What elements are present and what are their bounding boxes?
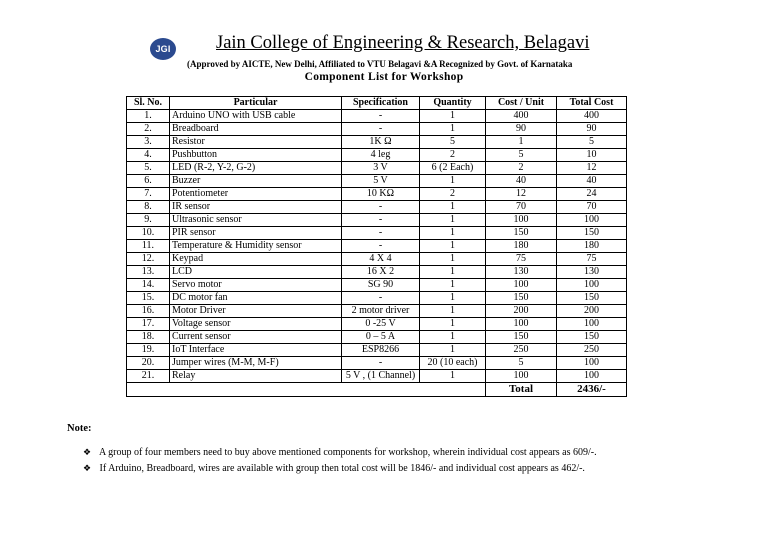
total-cost-cell: 150 <box>557 292 627 305</box>
specification-cell: 2 motor driver <box>342 305 420 318</box>
specification-cell: 5 V <box>342 175 420 188</box>
cost-unit-cell: 130 <box>486 266 557 279</box>
particular-cell: Jumper wires (M-M, M-F) <box>170 357 342 370</box>
quantity-cell: 1 <box>420 110 486 123</box>
total-cost-cell: 400 <box>557 110 627 123</box>
specification-cell: 0 – 5 A <box>342 331 420 344</box>
table-row <box>127 188 627 201</box>
note-text: A group of four members need to buy above mentioned components for workshop, wherein individual cost appears as 609/-. <box>98 447 597 458</box>
particular-cell: PIR sensor <box>170 227 342 240</box>
cost-unit-cell: 5 <box>486 149 557 162</box>
table-row <box>127 331 627 344</box>
table-row <box>127 266 627 279</box>
sl-no-cell: 16. <box>127 305 170 318</box>
particular-cell: Temperature & Humidity sensor <box>170 240 342 253</box>
total-cost-cell: 150 <box>557 227 627 240</box>
particular-cell: Buzzer <box>170 175 342 188</box>
table-row <box>127 318 627 331</box>
particular-cell: LED (R-2, Y-2, G-2) <box>170 162 342 175</box>
note-text: If Arduino, Breadboard, wires are available with group then total cost will be 1846/- and individual cost appears as 462/-. <box>99 463 585 474</box>
cost-unit-cell: 40 <box>486 175 557 188</box>
total-cost-cell: 10 <box>557 149 627 162</box>
total-cost-cell: 5 <box>557 136 627 149</box>
sl-no-cell: 7. <box>127 188 170 201</box>
table-row <box>127 292 627 305</box>
sl-no-cell: 17. <box>127 318 170 331</box>
specification-cell: 16 X 2 <box>342 266 420 279</box>
component-table <box>126 96 627 397</box>
particular-cell: Ultrasonic sensor <box>170 214 342 227</box>
note-heading: Note: <box>67 423 92 434</box>
specification-cell: 5 V , (1 Channel) <box>342 370 420 383</box>
col-cost-unit-header: Cost / Unit <box>486 97 557 110</box>
diamond-bullet-icon: ❖ <box>83 448 92 458</box>
quantity-cell: 1 <box>420 292 486 305</box>
document-title: Component List for Workshop <box>304 71 464 83</box>
total-cost-cell: 100 <box>557 318 627 331</box>
table-row <box>127 344 627 357</box>
quantity-cell: 2 <box>420 188 486 201</box>
particular-cell: Motor Driver <box>170 305 342 318</box>
total-cost-cell: 180 <box>557 240 627 253</box>
specification-cell: 4 leg <box>342 149 420 162</box>
approval-line: (Approved by AICTE, New Delhi, Affiliated to VTU Belagavi &A Recognized by Govt. of Karnataka <box>187 59 573 69</box>
cost-unit-cell: 70 <box>486 201 557 214</box>
cost-unit-cell: 400 <box>486 110 557 123</box>
quantity-cell: 1 <box>420 227 486 240</box>
sl-no-cell: 3. <box>127 136 170 149</box>
total-cost-cell: 200 <box>557 305 627 318</box>
specification-cell: - <box>342 214 420 227</box>
total-row <box>127 383 627 397</box>
table-row <box>127 149 627 162</box>
quantity-cell: 1 <box>420 201 486 214</box>
particular-cell: Resistor <box>170 136 342 149</box>
total-cost-cell: 70 <box>557 201 627 214</box>
sl-no-cell: 2. <box>127 123 170 136</box>
sl-no-cell: 1. <box>127 110 170 123</box>
table-row <box>127 162 627 175</box>
specification-cell: 10 KΩ <box>342 188 420 201</box>
total-value: 2436/- <box>557 383 627 397</box>
specification-cell: 0 -25 V <box>342 318 420 331</box>
cost-unit-cell: 180 <box>486 240 557 253</box>
quantity-cell: 5 <box>420 136 486 149</box>
quantity-cell: 1 <box>420 305 486 318</box>
sl-no-cell: 14. <box>127 279 170 292</box>
quantity-cell: 1 <box>420 331 486 344</box>
cost-unit-cell: 150 <box>486 227 557 240</box>
total-cost-cell: 150 <box>557 331 627 344</box>
specification-cell: - <box>342 292 420 305</box>
sl-no-cell: 9. <box>127 214 170 227</box>
table-header-row <box>127 97 627 110</box>
cost-unit-cell: 100 <box>486 214 557 227</box>
table-row <box>127 136 627 149</box>
particular-cell: Breadboard <box>170 123 342 136</box>
table-row <box>127 201 627 214</box>
col-quantity-header: Quantity <box>420 97 486 110</box>
particular-cell: Servo motor <box>170 279 342 292</box>
table-row <box>127 253 627 266</box>
sl-no-cell: 6. <box>127 175 170 188</box>
particular-cell: Keypad <box>170 253 342 266</box>
particular-cell: Arduino UNO with USB cable <box>170 110 342 123</box>
particular-cell: Voltage sensor <box>170 318 342 331</box>
table-row <box>127 357 627 370</box>
particular-cell: Relay <box>170 370 342 383</box>
particular-cell: LCD <box>170 266 342 279</box>
particular-cell: Current sensor <box>170 331 342 344</box>
specification-cell: 3 V <box>342 162 420 175</box>
quantity-cell: 2 <box>420 149 486 162</box>
table-row <box>127 240 627 253</box>
table-row <box>127 305 627 318</box>
cost-unit-cell: 150 <box>486 292 557 305</box>
note-list <box>83 445 597 477</box>
quantity-cell: 1 <box>420 370 486 383</box>
quantity-cell: 1 <box>420 279 486 292</box>
cost-unit-cell: 100 <box>486 318 557 331</box>
college-name: Jain College of Engineering & Research, Belagavi <box>216 33 590 53</box>
sl-no-cell: 12. <box>127 253 170 266</box>
total-cost-cell: 130 <box>557 266 627 279</box>
sl-no-cell: 21. <box>127 370 170 383</box>
note-item <box>83 461 597 477</box>
sl-no-cell: 4. <box>127 149 170 162</box>
sl-no-cell: 19. <box>127 344 170 357</box>
quantity-cell: 1 <box>420 253 486 266</box>
particular-cell: Potentiometer <box>170 188 342 201</box>
table-row <box>127 123 627 136</box>
total-cost-cell: 90 <box>557 123 627 136</box>
table-row <box>127 370 627 383</box>
specification-cell: - <box>342 110 420 123</box>
specification-cell: - <box>342 201 420 214</box>
specification-cell: - <box>342 123 420 136</box>
sl-no-cell: 20. <box>127 357 170 370</box>
specification-cell: - <box>342 227 420 240</box>
cost-unit-cell: 250 <box>486 344 557 357</box>
table-row <box>127 279 627 292</box>
quantity-cell: 6 (2 Each) <box>420 162 486 175</box>
sl-no-cell: 11. <box>127 240 170 253</box>
table-row <box>127 110 627 123</box>
total-cost-cell: 12 <box>557 162 627 175</box>
specification-cell: 4 X 4 <box>342 253 420 266</box>
cost-unit-cell: 5 <box>486 357 557 370</box>
sl-no-cell: 8. <box>127 201 170 214</box>
sl-no-cell: 13. <box>127 266 170 279</box>
sl-no-cell: 15. <box>127 292 170 305</box>
specification-cell: SG 90 <box>342 279 420 292</box>
cost-unit-cell: 90 <box>486 123 557 136</box>
specification-cell: ESP8266 <box>342 344 420 357</box>
total-cost-cell: 100 <box>557 370 627 383</box>
total-label: Total <box>486 383 557 397</box>
quantity-cell: 1 <box>420 266 486 279</box>
cost-unit-cell: 75 <box>486 253 557 266</box>
cost-unit-cell: 150 <box>486 331 557 344</box>
table-row <box>127 214 627 227</box>
particular-cell: IR sensor <box>170 201 342 214</box>
total-cost-cell: 100 <box>557 357 627 370</box>
specification-cell: - <box>342 240 420 253</box>
note-item <box>83 445 597 461</box>
quantity-cell: 1 <box>420 175 486 188</box>
specification-cell: 1K Ω <box>342 136 420 149</box>
sl-no-cell: 10. <box>127 227 170 240</box>
particular-cell: Pushbutton <box>170 149 342 162</box>
cost-unit-cell: 100 <box>486 370 557 383</box>
cost-unit-cell: 100 <box>486 279 557 292</box>
quantity-cell: 1 <box>420 214 486 227</box>
total-cost-cell: 24 <box>557 188 627 201</box>
quantity-cell: 1 <box>420 123 486 136</box>
cost-unit-cell: 2 <box>486 162 557 175</box>
total-cost-cell: 100 <box>557 279 627 292</box>
quantity-cell: 1 <box>420 318 486 331</box>
col-particular-header: Particular <box>170 97 342 110</box>
total-cost-cell: 75 <box>557 253 627 266</box>
col-sl-no-header: Sl. No. <box>127 97 170 110</box>
sl-no-cell: 18. <box>127 331 170 344</box>
cost-unit-cell: 200 <box>486 305 557 318</box>
particular-cell: IoT Interface <box>170 344 342 357</box>
diamond-bullet-icon: ❖ <box>83 464 92 474</box>
total-cost-cell: 100 <box>557 214 627 227</box>
total-cost-cell: 250 <box>557 344 627 357</box>
table-row <box>127 175 627 188</box>
college-logo: JGI <box>150 38 176 60</box>
cost-unit-cell: 12 <box>486 188 557 201</box>
quantity-cell: 1 <box>420 240 486 253</box>
sl-no-cell: 5. <box>127 162 170 175</box>
specification-cell: - <box>342 357 420 370</box>
col-total-cost-header: Total Cost <box>557 97 627 110</box>
col-specification-header: Specification <box>342 97 420 110</box>
cost-unit-cell: 1 <box>486 136 557 149</box>
total-row-spacer <box>127 383 486 397</box>
table-row <box>127 227 627 240</box>
total-cost-cell: 40 <box>557 175 627 188</box>
quantity-cell: 1 <box>420 344 486 357</box>
particular-cell: DC motor fan <box>170 292 342 305</box>
quantity-cell: 20 (10 each) <box>420 357 486 370</box>
